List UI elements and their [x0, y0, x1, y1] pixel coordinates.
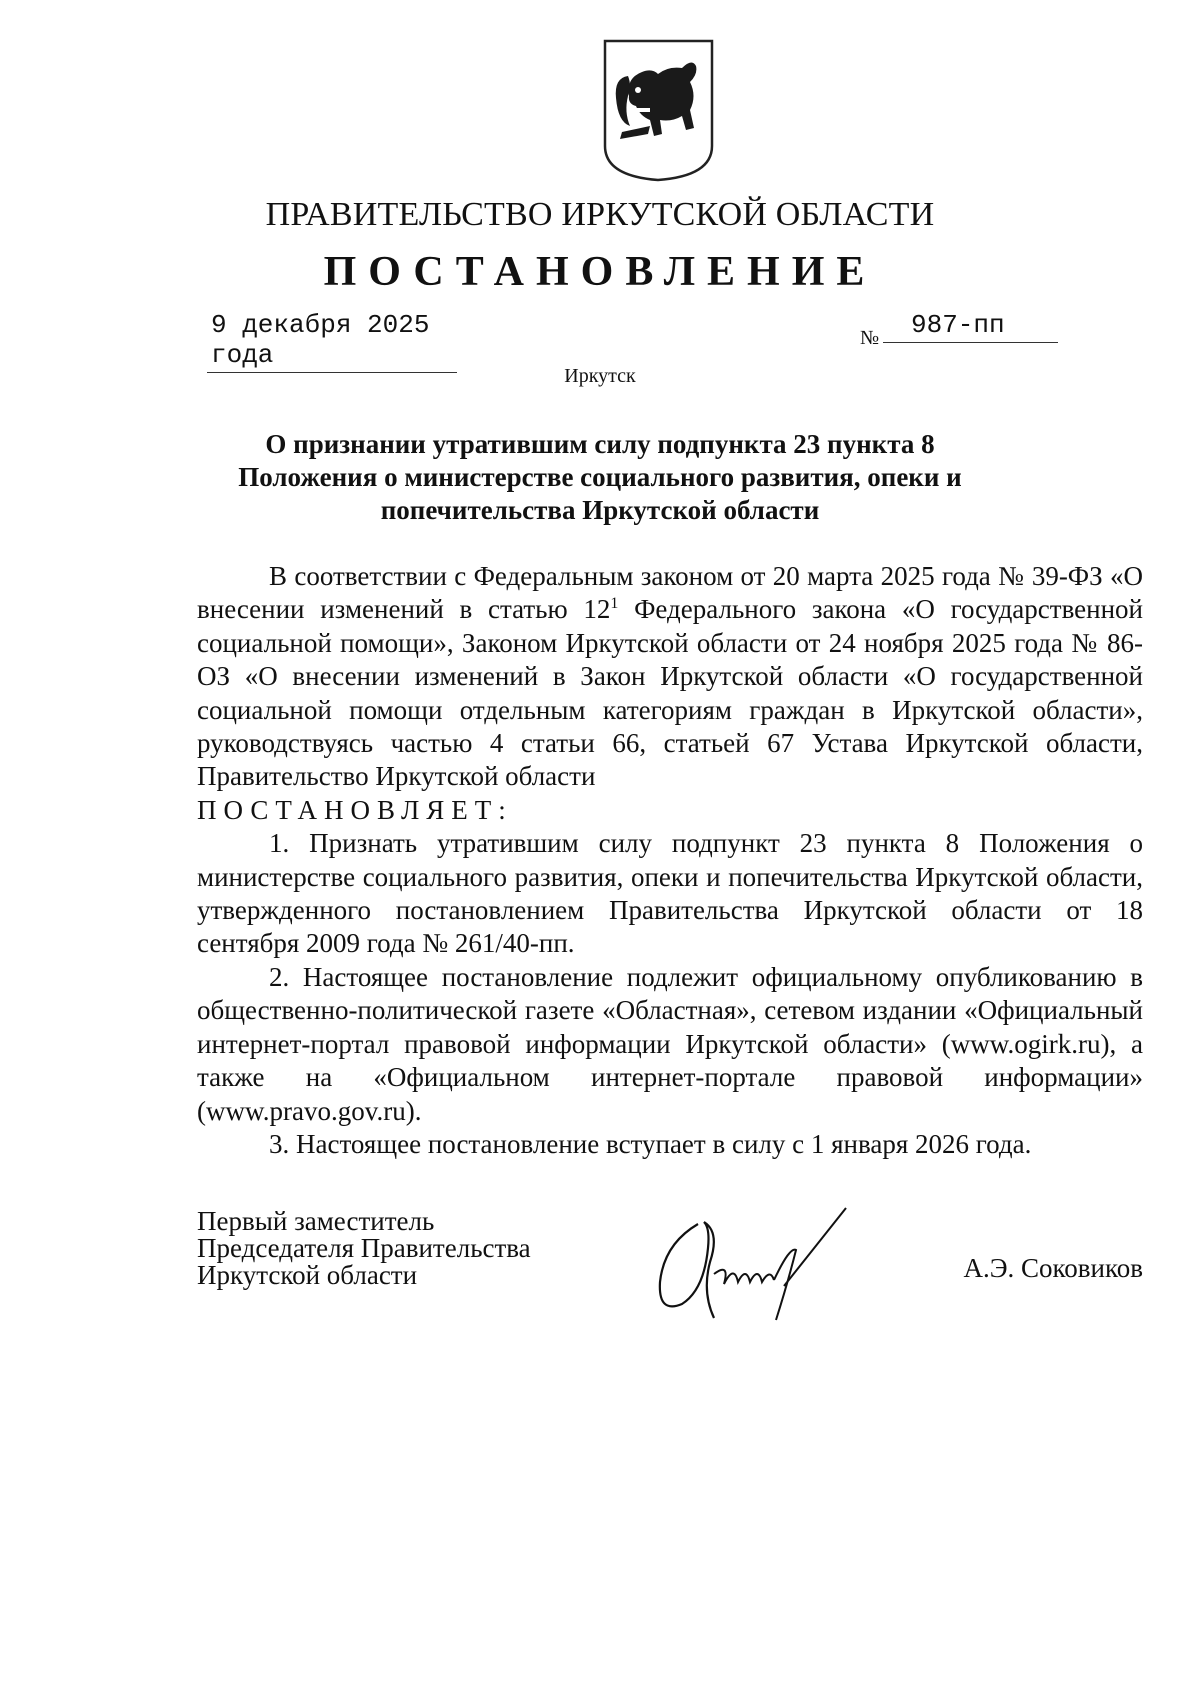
decree-word: ПОСТАНОВЛЯЕТ:: [197, 794, 513, 825]
signer-position: [197, 1208, 531, 1289]
signer-position-line: Председателя Правительства: [197, 1233, 531, 1263]
title-line: Положения о министерстве социального развития, опеки и: [238, 462, 962, 492]
document-type-heading: ПОСТАНОВЛЕНИЕ: [323, 249, 877, 295]
article-superscript: 1: [610, 595, 619, 613]
date-value: 9 декабря 2025 года: [211, 310, 430, 370]
title-line: попечительства Иркутской области: [380, 495, 820, 525]
decree-item: 1. Признать утратившим силу подпункт 23 пункта 8 Положения о министерстве социального развития, опеки и попечительства Иркутской области, утвержденного постановлением Правительства Иркутской области от 18 сентября 2009 года № 261/40-пп.: [197, 828, 1143, 959]
handwritten-signature-icon: [650, 1202, 855, 1327]
decree-item: 2. Настоящее постановление подлежит официальному опубликованию в общественно-политической газете «Областная», сетевом издании «Официальный интернет-портал правовой информации Иркутской области» (www.ogirk.ru), а также на «Официальном интернет-портале правовой информации» (www.pravo.gov.ru).: [197, 961, 1143, 1126]
document-body: [197, 560, 1143, 1161]
signer-name: А.Э. Соковиков: [963, 1253, 1143, 1283]
title-line: О признании утратившим силу подпункта 23 пункта 8: [265, 429, 935, 459]
signer-position-line: Иркутской области: [197, 1260, 418, 1290]
number-value: 987-пп: [911, 310, 1005, 340]
irkutsk-coat-of-arms-icon: [602, 38, 715, 183]
number-sign: №: [860, 327, 880, 349]
preamble-paragraph: [197, 560, 1143, 794]
decree-item: 3. Настоящее постановление вступает в силу с 1 января 2026 года.: [269, 1128, 1032, 1159]
government-name: ПРАВИТЕЛЬСТВО ИРКУТСКОЙ ОБЛАСТИ: [265, 196, 935, 233]
document-title: [200, 428, 1000, 527]
city-name: Иркутск: [564, 365, 636, 387]
document-date: [207, 310, 457, 373]
number-underline: [883, 342, 1058, 343]
document-number: [883, 310, 1058, 343]
preamble-text: В соответствии с Федеральным законом от 20 марта 2025 года № 39-ФЗ «О внесении изменений в статью 12: [197, 561, 1143, 625]
signer-position-line: Первый заместитель: [197, 1206, 435, 1236]
preamble-text: Федерального закона «О государственной социальной помощи», Законом Иркутской области от 24 ноября 2025 года № 86-ОЗ «О внесении изменений в Закон Иркутской области «О государственной социальной помощи отдельным категориям граждан в Иркутской области», руководствуясь частью 4 статьи 66, статьей 67 Устава Иркутской области, Правительство Иркутской области: [197, 594, 1143, 792]
